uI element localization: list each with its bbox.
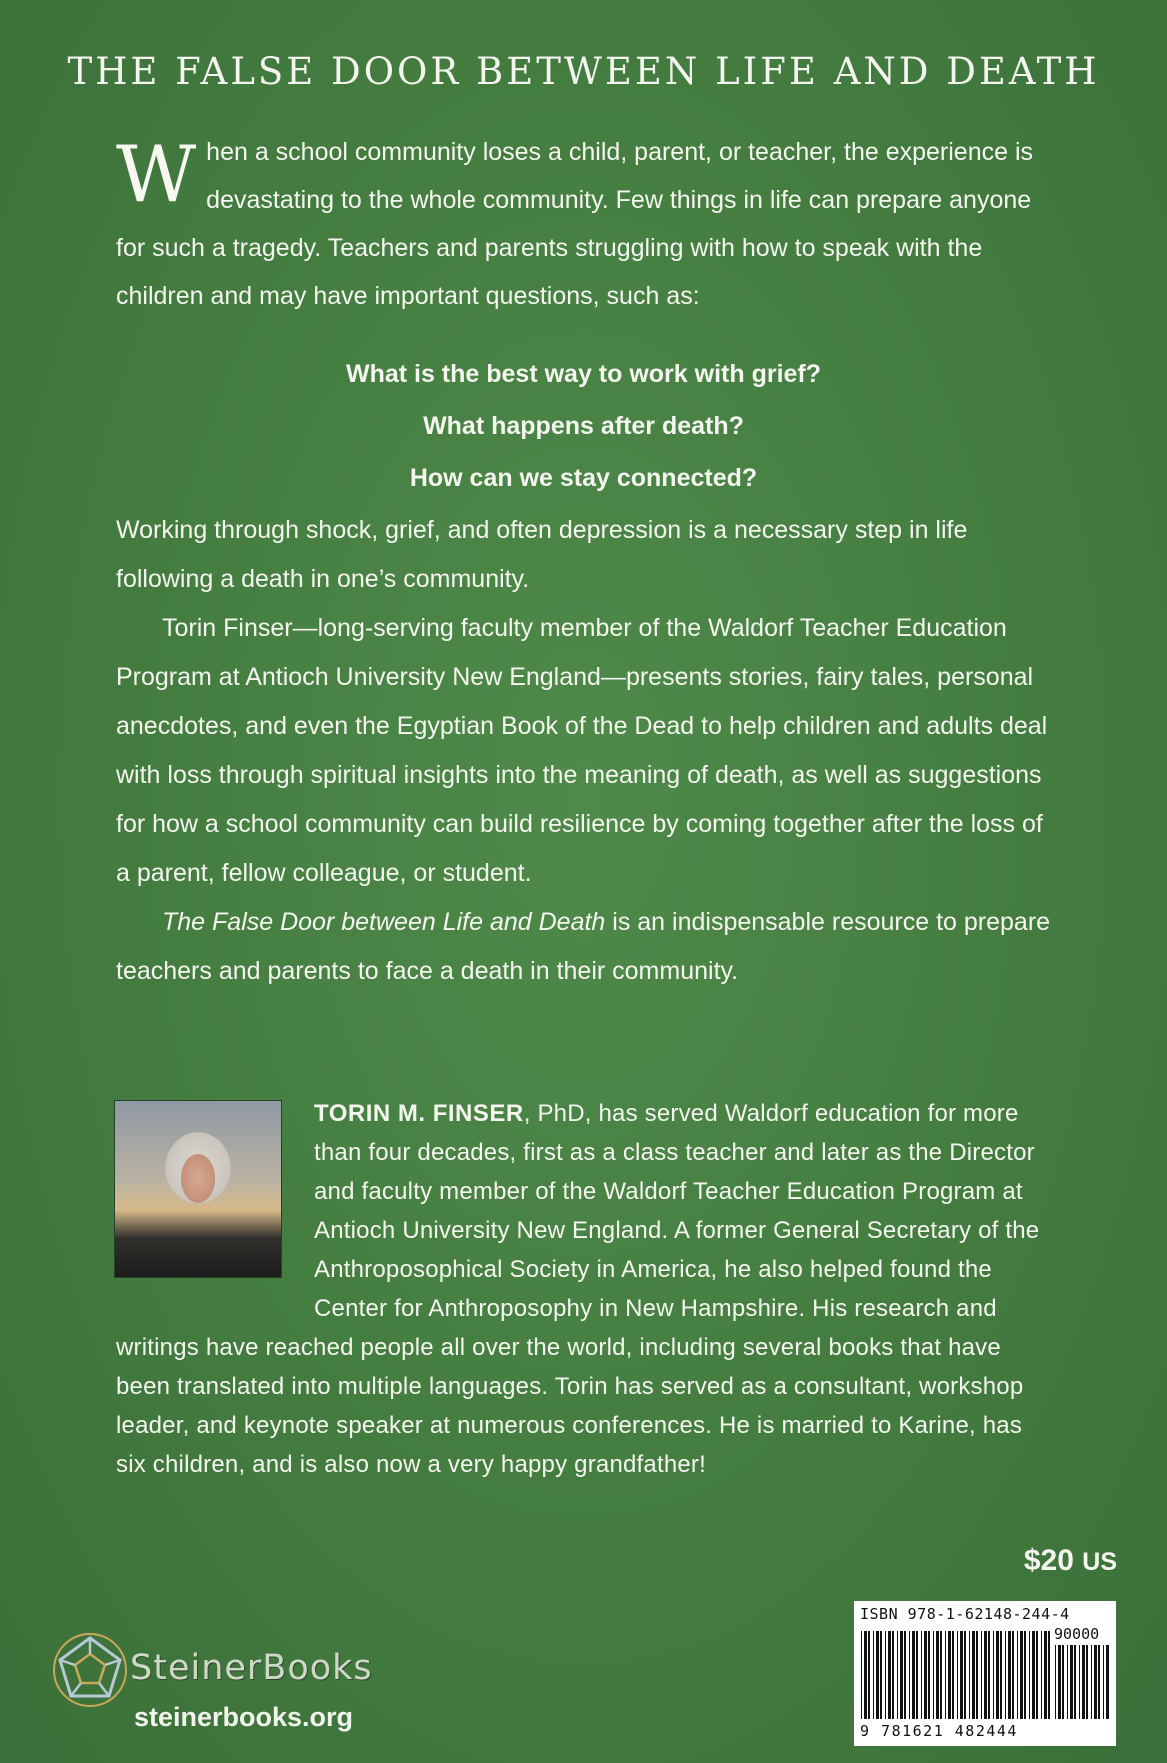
barcode-stripe [1086, 1645, 1088, 1719]
price-unit: US [1082, 1548, 1117, 1576]
barcode-stripe [1074, 1645, 1076, 1719]
description [116, 506, 1056, 996]
barcode-stripe [916, 1631, 918, 1719]
isbn-barcode [854, 1601, 1116, 1746]
price-amount: $20 [1023, 1544, 1074, 1577]
barcode-stripe [912, 1631, 915, 1719]
question-item: What is the best way to work with grief? [345, 360, 822, 388]
barcode-stripe [909, 1631, 910, 1719]
barcode-stripe [1000, 1631, 1002, 1719]
barcode-stripe [1005, 1631, 1006, 1719]
barcode-stripe [933, 1631, 934, 1719]
barcode-stripe [1055, 1645, 1056, 1719]
barcode-stripe [1082, 1645, 1085, 1719]
barcode-stripe [1091, 1645, 1092, 1719]
barcode-stripe [1070, 1645, 1073, 1719]
barcode-stripe [880, 1631, 882, 1719]
barcode-stripe [1106, 1645, 1109, 1719]
isbn-text: ISBN 978-1-62148-244-4 [860, 1605, 1070, 1623]
barcode-stripe [1041, 1631, 1042, 1719]
barcode-stripe [1036, 1631, 1038, 1719]
barcode-stripe [868, 1631, 870, 1719]
publisher-name: SteinerBooks [130, 1648, 373, 1688]
ean-digits: 9 781621 482444 [860, 1722, 1018, 1740]
barcode-stripe [892, 1631, 894, 1719]
barcode-stripe [957, 1631, 958, 1719]
barcode-stripe [1012, 1631, 1014, 1719]
barcode-stripe [921, 1631, 922, 1719]
intro-paragraph [116, 128, 1056, 320]
barcode-stripe [1079, 1645, 1080, 1719]
barcode-stripe [864, 1631, 867, 1719]
description-paragraph-3-text: is an indispensable resource to prepare teachers and parents to face a death in their community. [116, 908, 1051, 985]
barcode-stripe [1103, 1645, 1104, 1719]
barcode-stripe [885, 1631, 886, 1719]
barcode-stripe [897, 1631, 898, 1719]
question-item: How can we stay connected? [409, 464, 758, 492]
barcode-stripe [948, 1631, 951, 1719]
barcode-stripe [1062, 1645, 1064, 1719]
book-title-italic: The False Door between Life and Death [162, 908, 606, 936]
barcode-stripe [996, 1631, 999, 1719]
drop-cap: W [116, 130, 197, 220]
author-bio [116, 1094, 1056, 1484]
barcode-stripe [900, 1631, 903, 1719]
barcode-stripe [969, 1631, 970, 1719]
barcode-stripe [936, 1631, 939, 1719]
barcode-stripe [924, 1631, 927, 1719]
barcode-stripe [964, 1631, 966, 1719]
barcode-stripe [928, 1631, 930, 1719]
description-paragraph-1: Working through shock, grief, and often depression is a necessary step in life following a death in one’s community. [116, 516, 968, 593]
barcode-stripe [960, 1631, 963, 1719]
barcode-stripe [1020, 1631, 1023, 1719]
barcode-stripe [1048, 1631, 1050, 1719]
barcode-stripe [972, 1631, 975, 1719]
barcode-stripe [888, 1631, 891, 1719]
barcode-stripe [1032, 1631, 1035, 1719]
barcode-stripe [904, 1631, 906, 1719]
barcode-stripe [1058, 1645, 1061, 1719]
barcode-stripe [873, 1631, 874, 1719]
barcode-stripe [1008, 1631, 1011, 1719]
barcode-stripe [876, 1631, 879, 1719]
barcode-stripe [988, 1631, 990, 1719]
barcode-stripe [861, 1631, 862, 1719]
barcode-stripe [1024, 1631, 1026, 1719]
barcode-ext-bars [1054, 1645, 1110, 1719]
publisher-website[interactable]: steinerbooks.org [134, 1702, 354, 1732]
barcode-stripe [1098, 1645, 1100, 1719]
question-item: What happens after death? [423, 412, 744, 440]
photo-spacer [116, 1094, 314, 1294]
intro-text: hen a school community loses a child, parent, or teacher, the experience is devastating to the whole community. Few things in life can prepare anyone for such a tragedy. Teachers and parents struggling with how to speak with the children and may have important questions, such as: [116, 138, 1034, 310]
barcode-stripe [976, 1631, 978, 1719]
barcode-stripe [993, 1631, 994, 1719]
description-paragraph-3 [116, 898, 1056, 996]
barcode-stripe [1044, 1631, 1047, 1719]
barcode-ext-code: 90000 [1054, 1625, 1100, 1643]
description-paragraph-2: Torin Finser—long-serving faculty member of the Waldorf Teacher Education Program at Antioch University New England—presents stories, fairy tales, personal anecdotes, and even the Egyptian Book of the Dead to help children and adults deal with loss through spiritual insights into the meaning of death, as well as suggestions for how a school community can build resilience by coming together after the loss of a parent, fellow colleague, or student. [116, 614, 1048, 887]
barcode-stripe [1017, 1631, 1018, 1719]
barcode-bars [860, 1631, 1050, 1719]
barcode-stripe [984, 1631, 987, 1719]
barcode-stripe [1094, 1645, 1097, 1719]
barcode-stripe [1067, 1645, 1068, 1719]
author-name: TORIN M. FINSER [314, 1100, 524, 1127]
barcode-stripe [952, 1631, 954, 1719]
barcode-stripe [1029, 1631, 1030, 1719]
price-label [1024, 1544, 1117, 1578]
questions-list [0, 348, 1167, 504]
barcode-stripe [940, 1631, 942, 1719]
barcode-stripe [981, 1631, 982, 1719]
book-title: THE FALSE DOOR BETWEEN LIFE AND DEATH [67, 50, 1100, 93]
dodecahedron-logo-icon [50, 1630, 130, 1710]
barcode-stripe [945, 1631, 946, 1719]
author-bio-text: , PhD, has served Waldorf education for more than four decades, first as a class teacher and later as the Director and faculty member of the Waldorf Teacher Education Program at Antioch University New England. A former General Secretary of the Anthroposophical Society in America, he also helped found the Center for Anthroposophy in New Hampshire. His research and writings have reached people all over the world, including several books that have been translated into multiple languages. Torin has served as a consultant, workshop leader, and keynote speaker at numerous conferences. He is married to Karine, has six children, and is also now a very happy grandfather! [116, 1100, 1040, 1478]
